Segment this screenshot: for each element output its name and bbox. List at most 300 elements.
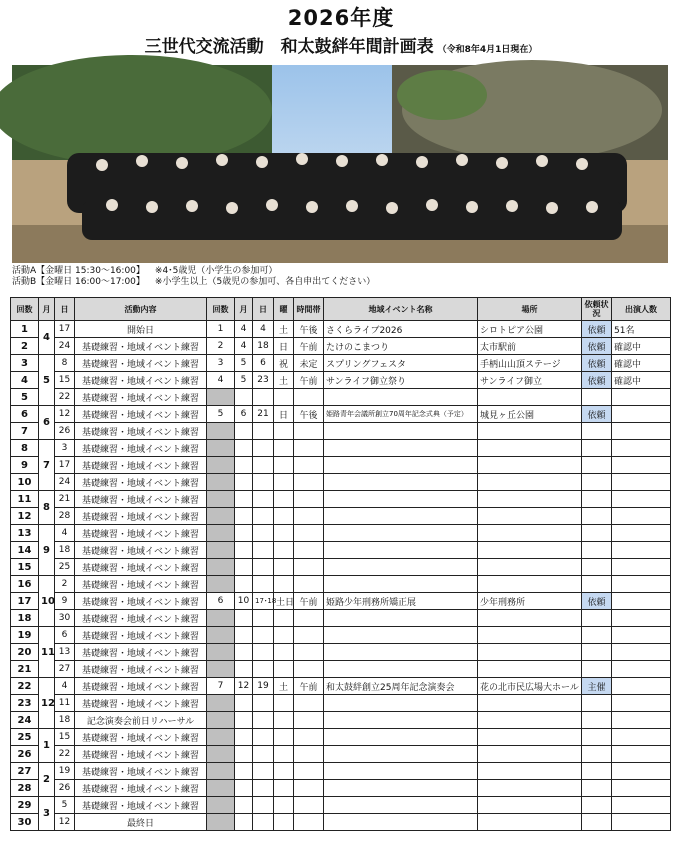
session-number: 18 xyxy=(11,610,39,627)
session-content: 基礎練習・地域イベント練習 xyxy=(75,389,207,406)
table-row xyxy=(11,355,671,372)
session-month: 9 xyxy=(39,525,55,576)
session-number: 9 xyxy=(11,457,39,474)
session-content: 基礎練習・地域イベント練習 xyxy=(75,661,207,678)
event-day-empty xyxy=(253,559,274,576)
event-month-empty xyxy=(235,423,253,440)
event-time: 午前 xyxy=(294,593,324,610)
session-content: 基礎練習・地域イベント練習 xyxy=(75,576,207,593)
session-content: 基礎練習・地域イベント練習 xyxy=(75,695,207,712)
event-venue-empty xyxy=(478,457,582,474)
event-weekday-empty xyxy=(274,695,294,712)
event-time-empty xyxy=(294,746,324,763)
session-day: 26 xyxy=(55,780,75,797)
event-weekday-empty xyxy=(274,474,294,491)
session-day: 8 xyxy=(55,355,75,372)
session-day: 12 xyxy=(55,406,75,423)
event-month-empty xyxy=(235,797,253,814)
event-time: 午前 xyxy=(294,338,324,355)
session-month: 6 xyxy=(39,406,55,440)
event-weekday-empty xyxy=(274,440,294,457)
event-month-empty xyxy=(235,746,253,763)
event-attendance-empty xyxy=(612,644,671,661)
event-weekday-empty xyxy=(274,542,294,559)
event-venue-empty xyxy=(478,389,582,406)
event-time: 午後 xyxy=(294,406,324,423)
session-day: 25 xyxy=(55,559,75,576)
event-month-empty xyxy=(235,780,253,797)
event-attendance-empty xyxy=(612,440,671,457)
event-month: 10 xyxy=(235,593,253,610)
event-attendance-empty xyxy=(612,780,671,797)
header-event-no: 回数 xyxy=(207,298,235,321)
session-day: 30 xyxy=(55,610,75,627)
event-day: 23 xyxy=(253,372,274,389)
header-content: 活動内容 xyxy=(75,298,207,321)
session-number: 28 xyxy=(11,780,39,797)
session-day: 26 xyxy=(55,423,75,440)
event-number-empty xyxy=(207,695,235,712)
event-attendance-empty xyxy=(612,610,671,627)
event-venue-empty xyxy=(478,474,582,491)
event-status-empty xyxy=(582,474,612,491)
table-row xyxy=(11,814,671,831)
event-time-empty xyxy=(294,508,324,525)
event-name: 姫路青年会議所創立70周年記念式典（予定） xyxy=(324,406,478,423)
event-status-empty xyxy=(582,780,612,797)
session-day: 17 xyxy=(55,321,75,338)
event-venue-empty xyxy=(478,763,582,780)
event-attendance xyxy=(612,593,671,610)
event-day-empty xyxy=(253,661,274,678)
session-month: 1 xyxy=(39,729,55,763)
header-day: 日 xyxy=(55,298,75,321)
session-day: 27 xyxy=(55,661,75,678)
event-status-empty xyxy=(582,525,612,542)
event-day: 17･18 xyxy=(253,593,274,610)
session-content: 基礎練習・地域イベント練習 xyxy=(75,644,207,661)
event-weekday-empty xyxy=(274,797,294,814)
event-number-empty xyxy=(207,610,235,627)
activity-b-note: ※小学生以上（5歳児の参加可、各自申出てください） xyxy=(154,277,376,287)
session-number: 17 xyxy=(11,593,39,610)
session-number: 11 xyxy=(11,491,39,508)
event-name-empty xyxy=(324,440,478,457)
event-status-empty xyxy=(582,746,612,763)
session-month: 4 xyxy=(39,321,55,355)
session-number: 13 xyxy=(11,525,39,542)
table-row xyxy=(11,321,671,338)
session-content: 最終日 xyxy=(75,814,207,831)
table-row xyxy=(11,440,671,457)
table-row xyxy=(11,797,671,814)
event-attendance: 確認中 xyxy=(612,372,671,389)
event-day-empty xyxy=(253,576,274,593)
session-day: 9 xyxy=(55,593,75,610)
session-number: 8 xyxy=(11,440,39,457)
event-status-empty xyxy=(582,712,612,729)
event-number-empty xyxy=(207,763,235,780)
event-day-empty xyxy=(253,644,274,661)
session-day: 18 xyxy=(55,542,75,559)
event-day-empty xyxy=(253,525,274,542)
event-weekday-empty xyxy=(274,389,294,406)
header-venue: 場所 xyxy=(478,298,582,321)
event-venue-empty xyxy=(478,610,582,627)
session-day: 4 xyxy=(55,525,75,542)
event-name-empty xyxy=(324,780,478,797)
session-number: 4 xyxy=(11,372,39,389)
event-month: 5 xyxy=(235,355,253,372)
event-name-empty xyxy=(324,457,478,474)
event-time-empty xyxy=(294,440,324,457)
session-number: 29 xyxy=(11,797,39,814)
event-day-empty xyxy=(253,763,274,780)
event-attendance: 確認中 xyxy=(612,338,671,355)
event-status-empty xyxy=(582,423,612,440)
event-attendance-empty xyxy=(612,661,671,678)
event-venue: シロトピア公園 xyxy=(478,321,582,338)
event-month: 12 xyxy=(235,678,253,695)
header-event-name: 地域イベント名称 xyxy=(324,298,478,321)
session-month: 11 xyxy=(39,627,55,678)
session-content: 基礎練習・地域イベント練習 xyxy=(75,338,207,355)
session-number: 22 xyxy=(11,678,39,695)
event-attendance xyxy=(612,406,671,423)
session-content: 基礎練習・地域イベント練習 xyxy=(75,797,207,814)
session-month: 3 xyxy=(39,797,55,831)
event-time-empty xyxy=(294,559,324,576)
event-weekday-empty xyxy=(274,814,294,831)
event-number-empty xyxy=(207,729,235,746)
event-number-empty xyxy=(207,712,235,729)
event-status-empty xyxy=(582,729,612,746)
event-time-empty xyxy=(294,695,324,712)
event-name-empty xyxy=(324,559,478,576)
event-name-empty xyxy=(324,695,478,712)
event-name-empty xyxy=(324,797,478,814)
event-weekday: 土 xyxy=(274,678,294,695)
event-venue-empty xyxy=(478,712,582,729)
activity-a xyxy=(12,266,277,277)
event-attendance-empty xyxy=(612,729,671,746)
event-weekday: 土 xyxy=(274,321,294,338)
event-day-empty xyxy=(253,627,274,644)
event-month-empty xyxy=(235,763,253,780)
event-status: 依頼 xyxy=(582,372,612,389)
session-number: 23 xyxy=(11,695,39,712)
event-venue-empty xyxy=(478,627,582,644)
event-name-empty xyxy=(324,763,478,780)
event-weekday-empty xyxy=(274,712,294,729)
event-number-empty xyxy=(207,559,235,576)
event-weekday-empty xyxy=(274,423,294,440)
table-row xyxy=(11,406,671,423)
event-attendance-empty xyxy=(612,457,671,474)
session-content: 開始日 xyxy=(75,321,207,338)
event-status-empty xyxy=(582,814,612,831)
session-number: 19 xyxy=(11,627,39,644)
header-time: 時間帯 xyxy=(294,298,324,321)
event-month-empty xyxy=(235,729,253,746)
event-day-empty xyxy=(253,780,274,797)
event-day-empty xyxy=(253,729,274,746)
event-attendance-empty xyxy=(612,814,671,831)
session-number: 21 xyxy=(11,661,39,678)
event-venue: 手柄山山頂ステージ xyxy=(478,355,582,372)
header-month: 月 xyxy=(39,298,55,321)
event-name-empty xyxy=(324,389,478,406)
table-row xyxy=(11,712,671,729)
session-month: 8 xyxy=(39,491,55,525)
event-name-empty xyxy=(324,814,478,831)
session-number: 16 xyxy=(11,576,39,593)
event-time-empty xyxy=(294,474,324,491)
event-weekday-empty xyxy=(274,457,294,474)
session-content: 基礎練習・地域イベント練習 xyxy=(75,746,207,763)
event-day: 18 xyxy=(253,338,274,355)
session-day: 17 xyxy=(55,457,75,474)
session-content: 基礎練習・地域イベント練習 xyxy=(75,525,207,542)
event-name-empty xyxy=(324,423,478,440)
table-row xyxy=(11,423,671,440)
session-day: 19 xyxy=(55,763,75,780)
event-venue: サンライフ御立 xyxy=(478,372,582,389)
event-time-empty xyxy=(294,780,324,797)
session-content: 基礎練習・地域イベント練習 xyxy=(75,678,207,695)
activity-b-label: 活動B【金曜日 16:00〜17:00】 xyxy=(12,277,145,287)
table-row xyxy=(11,525,671,542)
event-time-empty xyxy=(294,814,324,831)
session-content: 基礎練習・地域イベント練習 xyxy=(75,763,207,780)
event-number: 2 xyxy=(207,338,235,355)
event-month: 4 xyxy=(235,338,253,355)
event-name-empty xyxy=(324,661,478,678)
table-row xyxy=(11,593,671,610)
event-time-empty xyxy=(294,423,324,440)
table-row xyxy=(11,491,671,508)
session-content: 基礎練習・地域イベント練習 xyxy=(75,508,207,525)
table-row xyxy=(11,729,671,746)
header-event-day: 日 xyxy=(253,298,274,321)
session-content: 基礎練習・地域イベント練習 xyxy=(75,729,207,746)
event-venue-empty xyxy=(478,746,582,763)
table-row xyxy=(11,661,671,678)
event-month-empty xyxy=(235,525,253,542)
event-attendance-empty xyxy=(612,525,671,542)
event-number-empty xyxy=(207,389,235,406)
event-number: 1 xyxy=(207,321,235,338)
event-time: 午後 xyxy=(294,321,324,338)
session-number: 20 xyxy=(11,644,39,661)
event-day-empty xyxy=(253,712,274,729)
event-month-empty xyxy=(235,542,253,559)
event-month-empty xyxy=(235,644,253,661)
event-day-empty xyxy=(253,440,274,457)
event-day-empty xyxy=(253,389,274,406)
event-time-empty xyxy=(294,627,324,644)
table-row xyxy=(11,576,671,593)
event-venue-empty xyxy=(478,423,582,440)
event-time-empty xyxy=(294,729,324,746)
event-venue-empty xyxy=(478,508,582,525)
event-number-empty xyxy=(207,491,235,508)
event-month-empty xyxy=(235,457,253,474)
event-attendance: 確認中 xyxy=(612,355,671,372)
session-day: 22 xyxy=(55,389,75,406)
event-status-empty xyxy=(582,627,612,644)
header-attendance: 出演人数 xyxy=(612,298,671,321)
event-number-empty xyxy=(207,576,235,593)
event-weekday: 土日 xyxy=(274,593,294,610)
event-time-empty xyxy=(294,797,324,814)
event-status-empty xyxy=(582,610,612,627)
event-number: 5 xyxy=(207,406,235,423)
event-number: 4 xyxy=(207,372,235,389)
session-day: 15 xyxy=(55,729,75,746)
event-number-empty xyxy=(207,797,235,814)
session-number: 5 xyxy=(11,389,39,406)
session-content: 基礎練習・地域イベント練習 xyxy=(75,423,207,440)
event-number: 7 xyxy=(207,678,235,695)
session-number: 6 xyxy=(11,406,39,423)
table-header-row xyxy=(11,298,671,321)
event-status: 依頼 xyxy=(582,593,612,610)
event-status-empty xyxy=(582,542,612,559)
event-time-empty xyxy=(294,712,324,729)
event-day-empty xyxy=(253,610,274,627)
event-status-empty xyxy=(582,797,612,814)
event-venue: 花の北市民広場大ホール xyxy=(478,678,582,695)
event-day: 4 xyxy=(253,321,274,338)
event-weekday: 日 xyxy=(274,338,294,355)
session-content: 基礎練習・地域イベント練習 xyxy=(75,440,207,457)
event-weekday-empty xyxy=(274,746,294,763)
event-weekday-empty xyxy=(274,525,294,542)
table-row xyxy=(11,763,671,780)
event-name-empty xyxy=(324,525,478,542)
event-venue-empty xyxy=(478,797,582,814)
event-weekday: 祝 xyxy=(274,355,294,372)
event-attendance-empty xyxy=(612,576,671,593)
event-month-empty xyxy=(235,814,253,831)
session-day: 24 xyxy=(55,338,75,355)
event-day-empty xyxy=(253,746,274,763)
event-time-empty xyxy=(294,525,324,542)
event-name: 姫路少年刑務所矯正展 xyxy=(324,593,478,610)
event-day-empty xyxy=(253,695,274,712)
event-weekday-empty xyxy=(274,763,294,780)
event-attendance xyxy=(612,678,671,695)
session-number: 10 xyxy=(11,474,39,491)
event-time-empty xyxy=(294,491,324,508)
session-day: 15 xyxy=(55,372,75,389)
table-row xyxy=(11,338,671,355)
session-number: 1 xyxy=(11,321,39,338)
event-venue-empty xyxy=(478,729,582,746)
session-content: 基礎練習・地域イベント練習 xyxy=(75,406,207,423)
event-status-empty xyxy=(582,389,612,406)
header-event-month: 月 xyxy=(235,298,253,321)
session-day: 3 xyxy=(55,440,75,457)
event-venue-empty xyxy=(478,661,582,678)
event-status-empty xyxy=(582,763,612,780)
event-venue-empty xyxy=(478,814,582,831)
event-status: 主催 xyxy=(582,678,612,695)
event-weekday: 日 xyxy=(274,406,294,423)
table-row xyxy=(11,644,671,661)
event-name: サンライフ御立祭り xyxy=(324,372,478,389)
event-status-empty xyxy=(582,440,612,457)
event-month-empty xyxy=(235,661,253,678)
event-number-empty xyxy=(207,780,235,797)
session-content: 基礎練習・地域イベント練習 xyxy=(75,593,207,610)
session-content: 基礎練習・地域イベント練習 xyxy=(75,491,207,508)
event-day-empty xyxy=(253,508,274,525)
session-month: 10 xyxy=(39,576,55,627)
event-status: 依頼 xyxy=(582,406,612,423)
session-day: 24 xyxy=(55,474,75,491)
event-number-empty xyxy=(207,440,235,457)
session-content: 基礎練習・地域イベント練習 xyxy=(75,372,207,389)
event-venue-empty xyxy=(478,525,582,542)
event-number-empty xyxy=(207,661,235,678)
event-name-empty xyxy=(324,508,478,525)
event-attendance-empty xyxy=(612,542,671,559)
event-status-empty xyxy=(582,508,612,525)
session-number: 27 xyxy=(11,763,39,780)
session-number: 26 xyxy=(11,746,39,763)
event-day-empty xyxy=(253,797,274,814)
session-day: 4 xyxy=(55,678,75,695)
table-row xyxy=(11,695,671,712)
event-venue-empty xyxy=(478,542,582,559)
event-status-empty xyxy=(582,491,612,508)
year-title: 2026年度 xyxy=(287,6,395,30)
session-month: 12 xyxy=(39,678,55,729)
session-number: 3 xyxy=(11,355,39,372)
table-row xyxy=(11,627,671,644)
session-content: 基礎練習・地域イベント練習 xyxy=(75,355,207,372)
session-day: 28 xyxy=(55,508,75,525)
activity-a-label: 活動A【金曜日 15:30〜16:00】 xyxy=(12,266,145,276)
session-number: 14 xyxy=(11,542,39,559)
event-venue-empty xyxy=(478,644,582,661)
session-day: 18 xyxy=(55,712,75,729)
event-status-empty xyxy=(582,576,612,593)
table-row xyxy=(11,780,671,797)
activity-b xyxy=(12,277,375,288)
event-name-empty xyxy=(324,746,478,763)
event-day: 6 xyxy=(253,355,274,372)
event-month-empty xyxy=(235,695,253,712)
event-time-empty xyxy=(294,389,324,406)
event-time-empty xyxy=(294,457,324,474)
session-number: 24 xyxy=(11,712,39,729)
event-weekday-empty xyxy=(274,780,294,797)
event-status-empty xyxy=(582,559,612,576)
session-month: 5 xyxy=(39,355,55,406)
session-day: 13 xyxy=(55,644,75,661)
event-attendance-empty xyxy=(612,474,671,491)
session-day: 22 xyxy=(55,746,75,763)
event-number: 3 xyxy=(207,355,235,372)
event-venue-empty xyxy=(478,559,582,576)
event-day-empty xyxy=(253,474,274,491)
session-content: 基礎練習・地域イベント練習 xyxy=(75,559,207,576)
event-status-empty xyxy=(582,661,612,678)
event-attendance-empty xyxy=(612,627,671,644)
